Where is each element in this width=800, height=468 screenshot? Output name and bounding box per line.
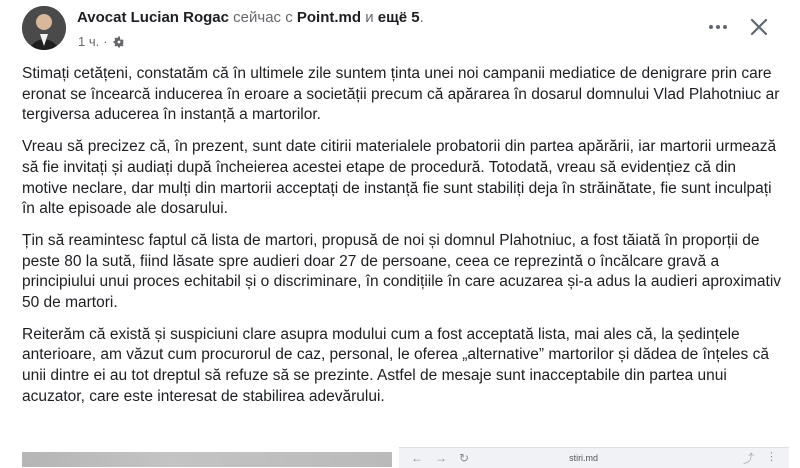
link-preview-image[interactable]	[22, 452, 392, 467]
post-body	[22, 64, 784, 419]
close-icon	[750, 18, 768, 36]
header-text-and: и	[361, 9, 378, 26]
share-icon[interactable]: ⤴	[743, 453, 754, 465]
avatar[interactable]	[22, 6, 66, 50]
post-header	[77, 8, 424, 28]
post-paragraph: Stimați cetățeni, constatăm că în ultimele zile suntem ținta unei noi campanii mediatice de denigrare prin care eronat se încearcă inducerea în eroare a societății precum că apărarea în dosarul domnului Vlad Plahotniuc ar tergiversa aducerea în instanță a martorilor.	[22, 65, 780, 124]
profile-photo-icon	[22, 6, 66, 50]
tagged-page-link[interactable]: Point.md	[296, 9, 362, 26]
author-name[interactable]: Avocat Lucian Rogac	[77, 9, 229, 26]
reload-icon[interactable]: ↻	[459, 451, 470, 465]
browser-nav	[411, 451, 469, 465]
post-timestamp[interactable]: 1 ч.	[78, 34, 100, 49]
others-link[interactable]: ещё 5	[377, 9, 420, 26]
preview-url[interactable]: stiri.md	[569, 453, 599, 463]
browser-preview-bar[interactable]	[399, 447, 789, 468]
header-text-with: сейчас с	[228, 9, 297, 26]
browser-tools	[743, 450, 777, 466]
post-paragraph: Reiterăm că există și suspiciuni clare asupra modului cum a fost acceptată lista, mai ales că, la ședințele anterioare, am văzut cum procurorul de caz, personal, le oferea „alternative” martorilor și dădea de înțeles că unii dintre ei au tot dreptul să refuze să se prezinte. Astfel de mesaje sunt inacceptabile din partea unui acuzator, care este interesat de stabilirea adevărului.	[22, 325, 769, 405]
gear-icon[interactable]	[112, 35, 126, 49]
meta-separator: ·	[103, 34, 108, 49]
more-horizontal-icon	[708, 24, 728, 30]
forward-arrow-icon[interactable]: →	[435, 451, 447, 465]
close-button[interactable]	[747, 15, 771, 39]
header-text-period: .	[419, 9, 424, 26]
menu-icon[interactable]: ⋮	[766, 451, 777, 463]
post-paragraph: Vreau să precizez că, în prezent, sunt date citirii materialele probatorii din partea apărării, iar martorii urmează să fie invitați și audiați după încheierea acestei etape de procedură. Totodată, vreau să evidențiez că din motive neclare, dar mulți din martorii acceptați de instanță fie sunt stabiliți deja în străinătate, fie sunt inculpați în alte episoade ale dosarului.	[22, 138, 777, 218]
post-meta	[78, 33, 126, 51]
post-paragraph: Țin să reamintesc faptul că lista de martori, propusă de noi și domnul Plahotniuc, a fost tăiată în proporții de peste 80 la sută, fiind lăsate spre audieri doar 27 de persoane, ceea ce reprezintă o încălcare gravă a principiului unui proces echitabil și o discriminare, în condițiile în care acuzarea și-a adus la audieri aproximativ 50 de martori.	[22, 231, 782, 312]
more-options-button[interactable]	[706, 15, 730, 39]
back-arrow-icon[interactable]: ←	[411, 451, 423, 465]
